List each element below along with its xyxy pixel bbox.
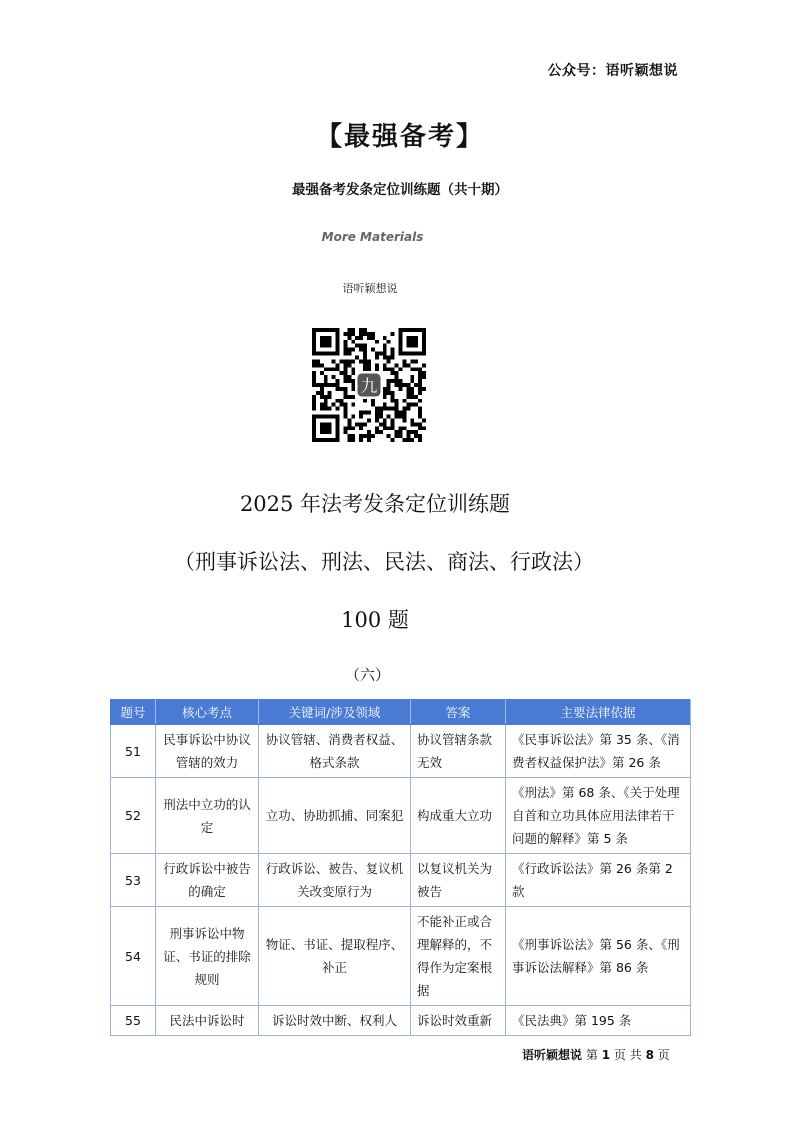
col-header-no: 题号 <box>111 700 156 725</box>
cell-law: 《刑法》第 68 条、《关于处理自首和立功具体应用法律若干问题的解释》第 5 条 <box>506 778 691 854</box>
qr-code-icon[interactable] <box>312 328 426 442</box>
main-title-line1: 2025 年法考发条定位训练题 <box>239 492 511 516</box>
cell-keywords: 诉讼时效中断、权利人 <box>259 1006 411 1036</box>
footer-brand: 语听颖想说 <box>522 1048 583 1062</box>
cell-keywords: 行政诉讼、被告、复议机关改变原行为 <box>259 854 411 907</box>
cell-keywords: 物证、书证、提取程序、补正 <box>259 907 411 1006</box>
qr-center-glyph: 九 <box>360 376 378 396</box>
cell-no: 51 <box>111 725 156 778</box>
author-name: 语听颖想说 <box>342 282 398 295</box>
cell-no: 54 <box>111 907 156 1006</box>
issue-number: （六） <box>344 666 390 684</box>
cell-law: 《行政诉讼法》第 26 条第 2 款 <box>506 854 691 907</box>
cell-law: 《刑事诉讼法》第 56 条、《刑事诉讼法解释》第 86 条 <box>506 907 691 1006</box>
table-row <box>111 778 691 854</box>
cell-answer: 协议管辖条款无效 <box>411 725 506 778</box>
col-header-core: 核心考点 <box>156 700 259 725</box>
cell-core: 民事诉讼中协议管辖的效力 <box>156 725 259 778</box>
table-row <box>111 1006 691 1036</box>
table-row <box>111 725 691 778</box>
cell-core: 民法中诉讼时 <box>156 1006 259 1036</box>
cover-subtitle: 最强备考发条定位训练题（共十期） <box>292 182 508 198</box>
cell-no: 52 <box>111 778 156 854</box>
cell-answer: 不能补正或合理解释的，不得作为定案根据 <box>411 907 506 1006</box>
law-table <box>110 699 691 1036</box>
account-name: 公众号：语听颖想说 <box>547 63 678 79</box>
col-header-answer: 答案 <box>411 700 506 725</box>
cell-no: 53 <box>111 854 156 907</box>
more-materials-label: More Materials <box>321 230 424 244</box>
cell-core: 刑事诉讼中物证、书证的排除规则 <box>156 907 259 1006</box>
cell-keywords: 立功、协助抓捕、同案犯 <box>259 778 411 854</box>
cell-keywords: 协议管辖、消费者权益、格式条款 <box>259 725 411 778</box>
cell-core: 行政诉讼中被告的确定 <box>156 854 259 907</box>
cell-core: 刑法中立功的认定 <box>156 778 259 854</box>
col-header-law: 主要法律依据 <box>506 700 691 725</box>
cell-law: 《民法典》第 195 条 <box>506 1006 691 1036</box>
cell-answer: 构成重大立功 <box>411 778 506 854</box>
cell-no: 55 <box>111 1006 156 1036</box>
table-row <box>111 854 691 907</box>
main-title-line2: （刑事诉讼法、刑法、民法、商法、行政法） <box>174 550 594 574</box>
cell-answer: 以复议机关为被告 <box>411 854 506 907</box>
footer-page-label: 第 1 页 共 8 页 <box>585 1048 670 1062</box>
cell-answer: 诉讼时效重新 <box>411 1006 506 1036</box>
table-header-row <box>111 700 691 725</box>
table-row <box>111 907 691 1006</box>
page-footer <box>522 1046 670 1063</box>
cover-title: 【最强备考】 <box>315 122 484 152</box>
col-header-keywords: 关键词/涉及领域 <box>259 700 411 725</box>
main-title-line3: 100 题 <box>341 608 409 632</box>
cell-law: 《民事诉讼法》第 35 条、《消费者权益保护法》第 26 条 <box>506 725 691 778</box>
